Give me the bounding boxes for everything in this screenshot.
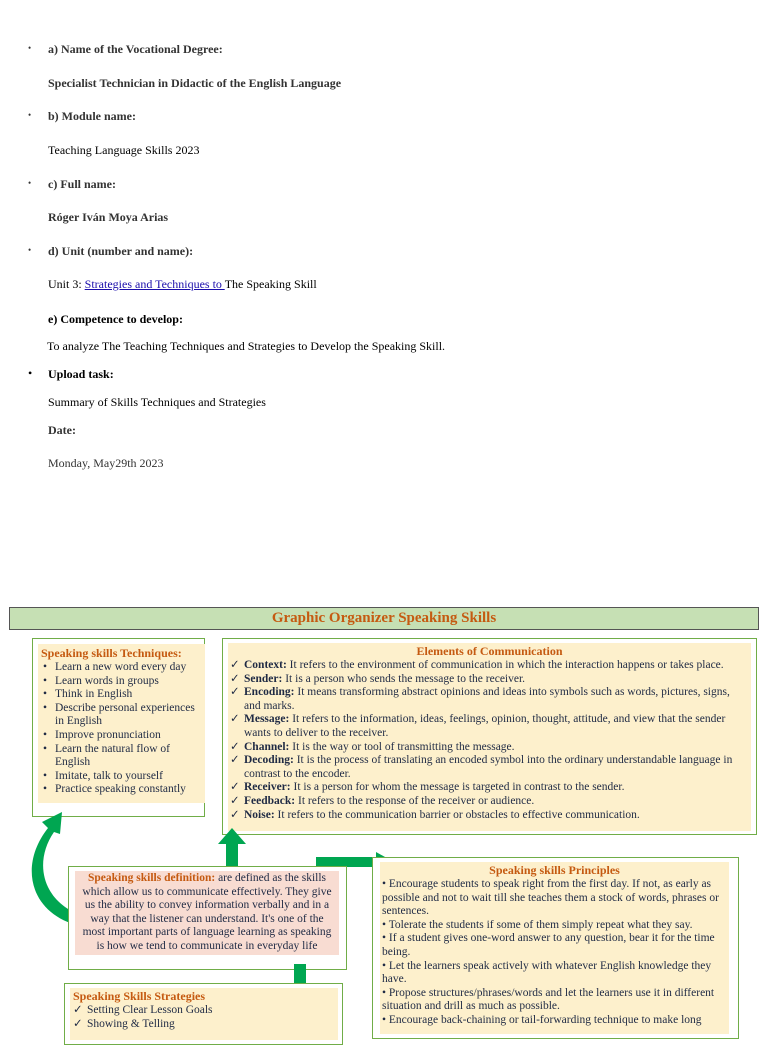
principle-text: Let the learners speak actively with whatever English knowledge they have. — [382, 959, 712, 986]
bullet-marker: • — [382, 932, 389, 945]
principles-item — [382, 878, 727, 919]
element-description: It means transforming abstract opinions and ideas into symbols such as words, pictures, signs, and marks. — [244, 686, 730, 712]
bullet-marker: • — [28, 366, 33, 380]
principles-panel — [380, 862, 729, 1034]
bullet-marker: • — [382, 878, 389, 890]
principles-item — [382, 960, 727, 987]
principles-item — [382, 987, 727, 1014]
unit-label: d) Unit (number and name): — [48, 244, 194, 258]
element-term: Sender: — [244, 672, 283, 685]
element-term: Receiver: — [244, 781, 291, 794]
element-term: Noise: — [244, 808, 275, 821]
bullet-marker: • — [28, 43, 32, 53]
strategies-item: ✓ Setting Clear Lesson Goals — [87, 1004, 335, 1018]
elements-item — [244, 659, 749, 673]
element-description: It refers to the communication barrier or obstacles to effective communication. — [274, 808, 640, 821]
strategies-heading: Speaking Skills Strategies — [73, 989, 206, 1003]
principles-box — [372, 857, 739, 1039]
vocational-degree-value: Specialist Technician in Didactic of the English Language — [48, 76, 342, 90]
bullet-marker: • — [382, 986, 389, 999]
definition-text: are defined as the skills which allow us to communicate effectively. They give us the ability to convey information verbally and in a way that the listener can understand. It's one of the most important parts of language learning as speaking is how we tend to communicate in everyday life — [82, 872, 332, 952]
element-term: Encoding: — [244, 686, 295, 699]
strategies-list — [73, 1004, 335, 1031]
elements-item — [244, 795, 749, 809]
principles-item — [382, 1014, 727, 1028]
principles-item — [382, 932, 727, 959]
module-name-label: b) Module name: — [48, 109, 136, 123]
principles-list — [382, 878, 727, 1028]
principle-text: If a student gives one-word answer to any question, bear it for the time being. — [382, 932, 715, 958]
techniques-item: • Think in English — [55, 688, 202, 702]
strategies-box — [64, 983, 343, 1045]
bullet-marker: • — [28, 110, 32, 120]
competence-label: e) Competence to develop: — [48, 312, 183, 326]
elements-box — [222, 638, 757, 835]
unit-suffix: The Speaking Skill — [224, 277, 317, 291]
techniques-item: • Learn a new word every day — [55, 661, 202, 675]
principle-text: Encourage back-chaining or tail-forwarding technique to make long — [388, 1013, 702, 1026]
full-name-value: Róger Iván Moya Arias — [48, 210, 169, 224]
techniques-box — [32, 638, 205, 817]
elements-item — [244, 673, 749, 687]
elements-item — [244, 754, 749, 781]
elements-heading: Elements of Communication — [416, 644, 563, 658]
definition-heading: Speaking skills definition: — [88, 872, 216, 884]
element-term: Channel: — [244, 740, 290, 753]
techniques-item: • Improve pronunciation — [55, 729, 202, 743]
element-term: Feedback: — [244, 794, 296, 807]
element-term: Context: — [244, 659, 287, 671]
principle-text: Encourage students to speak right from the first day. If not, as early as possible and not to wait till she teaches them a stock of words, phrases or sentences. — [382, 878, 719, 918]
bullet-marker: • — [28, 245, 32, 255]
elements-list — [230, 659, 749, 822]
definition-panel — [75, 871, 339, 955]
principle-text: Tolerate the students if some of them simply repeat what they say. — [388, 918, 693, 931]
module-name-value: Teaching Language Skills 2023 — [48, 143, 200, 157]
competence-value: To analyze The Teaching Techniques and Strategies to Develop the Speaking Skill. — [47, 339, 446, 353]
techniques-panel — [38, 644, 205, 803]
elements-item — [244, 741, 749, 755]
date-label: Date: — [48, 423, 76, 437]
definition-box — [68, 866, 347, 970]
upload-task-label: Upload task: — [48, 367, 114, 381]
techniques-item: • Learn words in groups — [55, 675, 202, 689]
element-term: Message: — [244, 713, 290, 726]
techniques-list — [41, 661, 202, 797]
element-description: It is the process of translating an encoded symbol into the ordinary understandable language in contrast to the encoder. — [244, 754, 733, 780]
element-description: It is a person who sends the message to the receiver. — [282, 672, 526, 685]
vocational-degree-label: a) Name of the Vocational Degree: — [48, 42, 223, 56]
strategies-panel — [70, 988, 338, 1040]
principles-item — [382, 919, 727, 933]
full-name-label: c) Full name: — [48, 177, 116, 191]
bullet-marker: • — [382, 959, 389, 972]
bullet-marker: • — [382, 1013, 389, 1026]
element-description: It refers to the response of the receiver or audience. — [295, 794, 535, 807]
upload-task-value: Summary of Skills Techniques and Strategies — [48, 395, 266, 409]
elements-item — [244, 686, 749, 713]
unit-link[interactable]: Strategies and Techniques to — [84, 277, 225, 291]
elements-item — [244, 781, 749, 795]
elements-panel — [228, 643, 751, 831]
techniques-heading: Speaking skills Techniques: — [41, 646, 182, 660]
graphic-organizer-title: Graphic Organizer Speaking Skills — [9, 607, 759, 630]
unit-prefix: Unit 3: — [48, 277, 85, 291]
principles-heading: Speaking skills Principles — [489, 863, 620, 877]
elements-item — [244, 713, 749, 740]
element-term: Decoding: — [244, 754, 294, 767]
date-value: Monday, May29th 2023 — [48, 456, 164, 470]
bullet-marker: • — [382, 918, 389, 931]
unit-value — [48, 277, 317, 292]
techniques-item: • Practice speaking constantly — [55, 783, 202, 797]
techniques-item: • Imitate, talk to yourself — [55, 770, 202, 784]
strategies-item: ✓ Showing & Telling — [87, 1018, 335, 1032]
techniques-item: • Describe personal experiences in English — [55, 702, 202, 729]
element-description: It is a person for whom the message is targeted in contrast to the sender. — [290, 781, 625, 794]
bullet-marker: • — [28, 178, 32, 188]
elements-item — [244, 809, 749, 823]
principle-text: Propose structures/phrases/words and let the learners use it in different situation and drill as much as possible. — [382, 986, 715, 1013]
element-description: It refers to the environment of communication in which the interaction happens or takes place. — [286, 659, 724, 671]
element-description: It refers to the information, ideas, feelings, opinion, thought, attitude, and view that the sender wants to deliver to the receiver. — [244, 713, 726, 739]
element-description: It is the way or tool of transmitting the message. — [289, 740, 515, 753]
techniques-item: • Learn the natural flow of English — [55, 743, 202, 770]
